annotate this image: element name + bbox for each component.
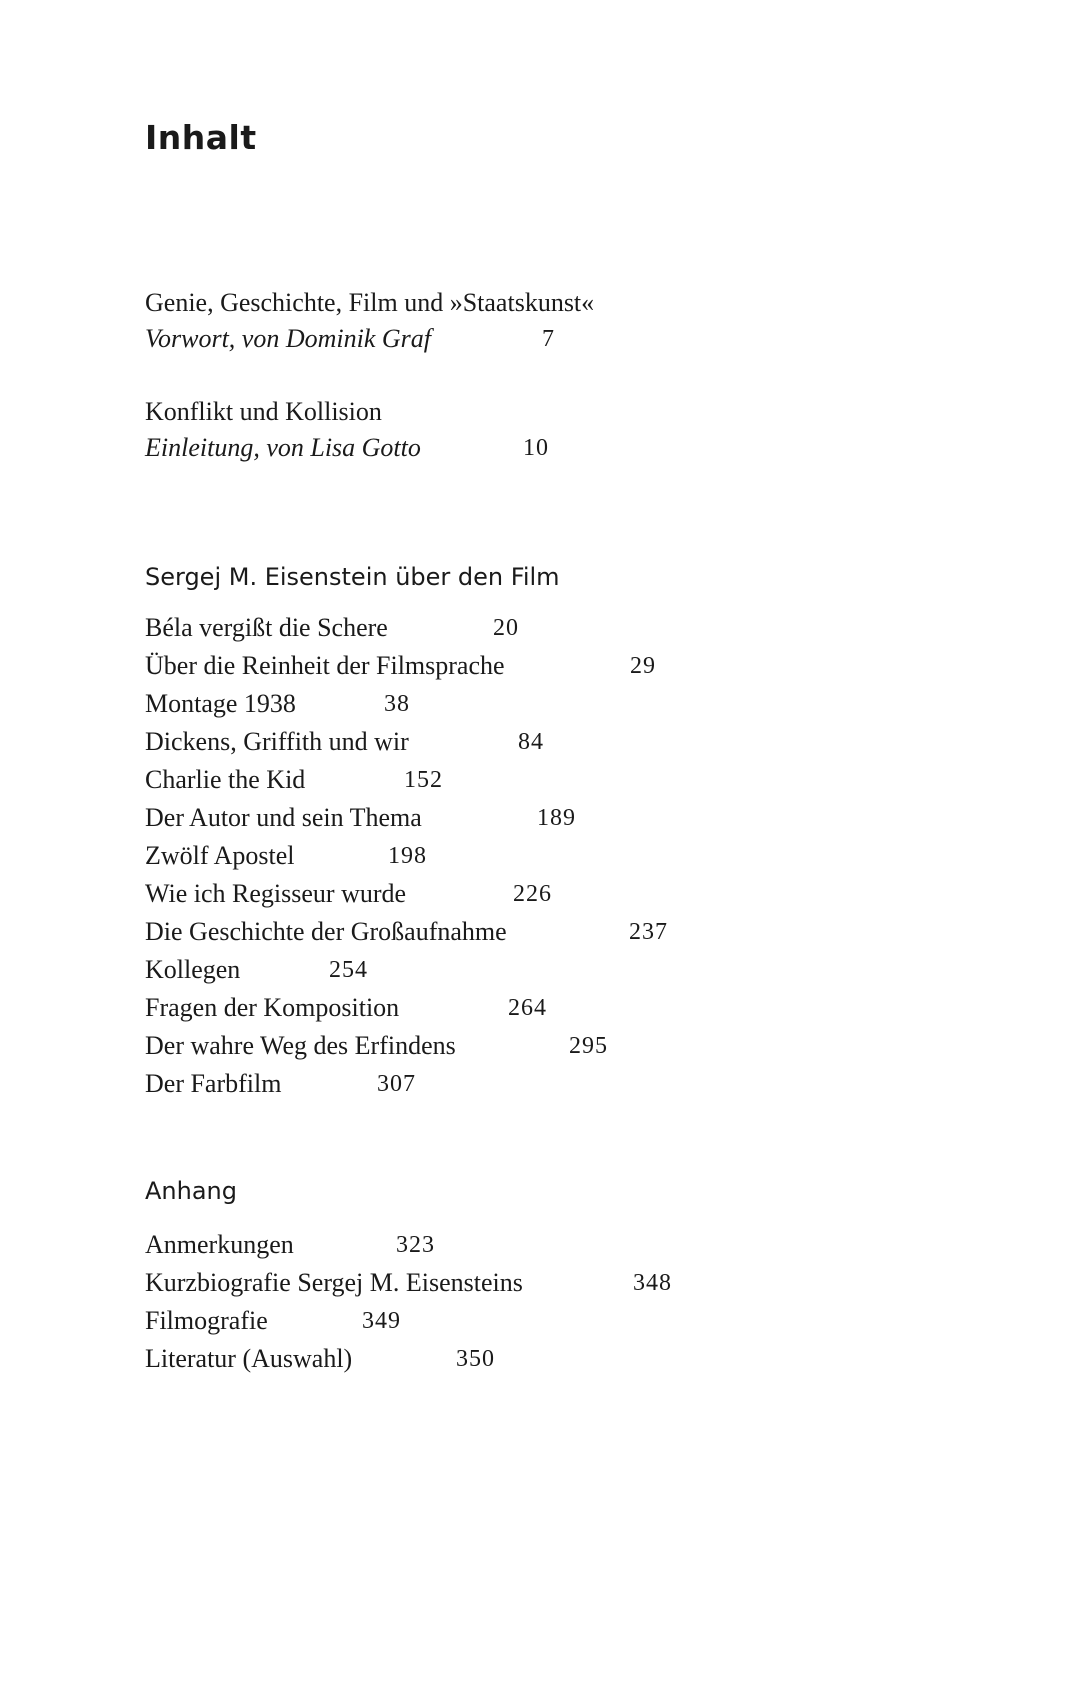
toc-entry bbox=[145, 1264, 672, 1302]
entry-title: Die Geschichte der Großaufnahme bbox=[145, 917, 507, 946]
toc-entry bbox=[145, 951, 368, 989]
toc-entry bbox=[145, 913, 668, 951]
toc-entry bbox=[145, 837, 427, 875]
entry-title: Konflikt und Kollision bbox=[145, 397, 382, 426]
entry-page-number: 307 bbox=[377, 1071, 416, 1097]
toc-entry-introduction-subtitle bbox=[145, 429, 549, 467]
entry-page-number: 323 bbox=[396, 1232, 435, 1258]
entry-page-number: 84 bbox=[518, 729, 544, 755]
toc-entry bbox=[145, 609, 519, 647]
entry-page-number: 152 bbox=[404, 767, 443, 793]
entry-title: Zwölf Apostel bbox=[145, 841, 295, 870]
entry-page-number: 237 bbox=[629, 919, 668, 945]
toc-entry-introduction-heading bbox=[145, 393, 382, 431]
entry-title: Filmografie bbox=[145, 1306, 268, 1335]
entry-title: Béla vergißt die Schere bbox=[145, 613, 388, 642]
entry-page-number: 38 bbox=[384, 691, 410, 717]
entry-page-number: 198 bbox=[388, 843, 427, 869]
entry-title: Wie ich Regisseur wurde bbox=[145, 879, 407, 908]
toc-entry bbox=[145, 1065, 416, 1103]
entry-page-number: 348 bbox=[633, 1270, 672, 1296]
toc-entry bbox=[145, 1226, 435, 1264]
toc-entry bbox=[145, 1340, 495, 1378]
entry-title: Der Autor und sein Thema bbox=[145, 803, 422, 832]
entry-page-number: 7 bbox=[542, 326, 555, 352]
entry-title: Kollegen bbox=[145, 955, 241, 984]
toc-entry bbox=[145, 875, 552, 913]
entry-title: Kurzbiografie Sergej M. Eisensteins bbox=[145, 1268, 523, 1297]
entry-title: Anmerkungen bbox=[145, 1230, 294, 1259]
entry-page-number: 226 bbox=[513, 881, 552, 907]
toc-entry bbox=[145, 1302, 401, 1340]
entry-page-number: 10 bbox=[523, 435, 549, 461]
entry-title: Über die Reinheit der Filmsprache bbox=[145, 651, 505, 680]
entry-page-number: 254 bbox=[329, 957, 368, 983]
entry-title: Literatur (Auswahl) bbox=[145, 1344, 353, 1373]
toc-entry bbox=[145, 685, 410, 723]
entry-page-number: 295 bbox=[569, 1033, 608, 1059]
toc-entry-foreword-subtitle bbox=[145, 320, 555, 358]
entry-title: Dickens, Griffith und wir bbox=[145, 727, 409, 756]
entry-title: Fragen der Komposition bbox=[145, 993, 400, 1022]
toc-entry-foreword-heading bbox=[145, 284, 594, 322]
toc-entry bbox=[145, 723, 544, 761]
entry-subtitle: Vorwort, von Dominik Graf bbox=[145, 324, 431, 353]
section-heading-appendix: Anhang bbox=[145, 1177, 237, 1205]
entry-page-number: 189 bbox=[537, 805, 576, 831]
entry-title: Charlie the Kid bbox=[145, 765, 306, 794]
toc-entry bbox=[145, 647, 656, 685]
toc-entry bbox=[145, 799, 576, 837]
entry-subtitle: Einleitung, von Lisa Gotto bbox=[145, 433, 421, 462]
entry-title: Der wahre Weg des Erfindens bbox=[145, 1031, 456, 1060]
entry-page-number: 20 bbox=[493, 615, 519, 641]
entry-title: Genie, Geschichte, Film und »Staatskunst« bbox=[145, 288, 595, 317]
entry-page-number: 350 bbox=[456, 1346, 495, 1372]
toc-entry bbox=[145, 761, 443, 799]
toc-entry bbox=[145, 989, 547, 1027]
page-title: Inhalt bbox=[145, 118, 257, 157]
section-heading-eisenstein: Sergej M. Eisenstein über den Film bbox=[145, 563, 560, 591]
entry-page-number: 349 bbox=[362, 1308, 401, 1334]
toc-entry bbox=[145, 1027, 608, 1065]
entry-page-number: 264 bbox=[508, 995, 547, 1021]
entry-page-number: 29 bbox=[630, 653, 656, 679]
entry-title: Der Farbfilm bbox=[145, 1069, 282, 1098]
entry-title: Montage 1938 bbox=[145, 689, 296, 718]
